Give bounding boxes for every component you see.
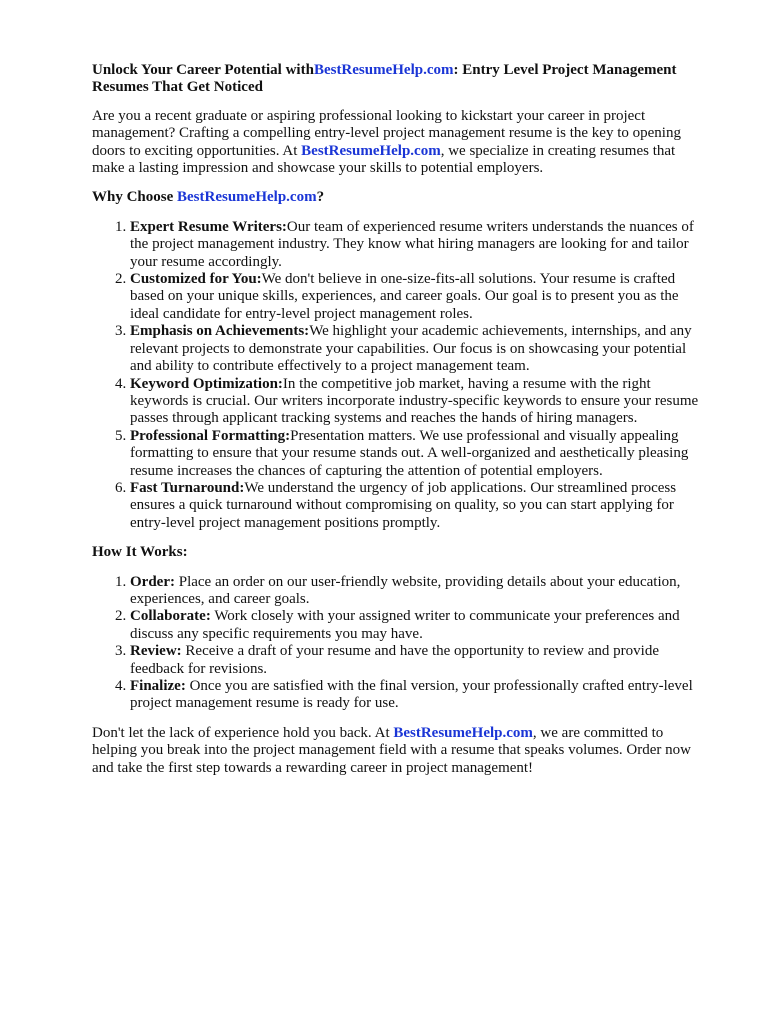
- list-item: [130, 643, 706, 678]
- list-item: [130, 480, 706, 532]
- list-item-text: We understand the urgency of job applications. Our streamlined process ensures a quick turnaround without compromising on quality, so you can start applying for entry-level project management positions promptly.: [130, 479, 677, 531]
- how-it-works-list: [92, 574, 706, 713]
- list-item: [130, 574, 706, 609]
- list-item-text: We highlight your academic achievements, internships, and any relevant projects to demonstrate your capabilities. Our focus is on showcasing your potential and ability to contribute effectively to a project management team.: [130, 323, 692, 375]
- why-heading-link[interactable]: BestResumeHelp.com: [177, 189, 317, 206]
- list-item-text: Place an order on our user-friendly website, providing details about your education, experiences, and career goals.: [130, 573, 681, 607]
- list-item: [130, 271, 706, 323]
- list-item: [130, 219, 706, 271]
- intro-text-after: , we specialize in creating resumes that make a lasting impression and showcase your skills to potential employers.: [92, 142, 676, 177]
- list-item-text: Receive a draft of your resume and have the opportunity to review and provide feedback for revisions.: [130, 643, 659, 677]
- title-link[interactable]: BestResumeHelp.com: [313, 62, 454, 78]
- list-item-text: We don't believe in one-size-fits-all solutions. Your resume is crafted based on your unique skills, experiences, and career goals. Our goal is to present you as the ideal candidate for entry-level project management roles.: [130, 271, 679, 322]
- closing-paragraph: [92, 725, 706, 777]
- list-item-term: Emphasis on Achievements:: [130, 323, 310, 340]
- list-item-text: Presentation matters. We use professional and visually appealing formatting to ensure that your resume stands out. A well-organized and aesthetically pleasing resume increases the chances of capturing the attention of potential employers.: [130, 427, 689, 479]
- list-item-text: In the competitive job market, having a resume with the right keywords is crucial. Our writers incorporate industry-specific keywords to ensure your resume passes through applicant tracking systems and reaches the hands of hiring managers.: [130, 375, 699, 427]
- intro-paragraph: [92, 108, 706, 178]
- list-item-term: Expert Resume Writers:: [130, 218, 287, 235]
- list-item-text: Work closely with your assigned writer to communicate your preferences and discuss any specific requirements you may have.: [130, 608, 680, 642]
- list-item: [130, 428, 706, 480]
- list-item-term: Customized for You:: [130, 271, 262, 288]
- list-item-text: Once you are satisfied with the final version, your professionally crafted entry-level project management resume is ready for use.: [130, 678, 693, 712]
- list-item: [130, 323, 706, 375]
- list-item-term: Finalize:: [130, 678, 186, 694]
- intro-text-before: Are you a recent graduate or aspiring professional looking to kickstart your career in project management? Crafting a compelling entry-level project management resume is the key to opening doors to exciting opportunities. At: [92, 107, 681, 159]
- list-item-term: Order:: [130, 573, 175, 590]
- why-heading-suffix: ?: [316, 189, 325, 206]
- why-heading-prefix: Why Choose: [92, 189, 178, 206]
- list-item: [130, 678, 706, 713]
- why-choose-heading: [92, 189, 706, 206]
- closing-link[interactable]: BestResumeHelp.com: [393, 724, 533, 741]
- list-item-term: Fast Turnaround:: [130, 479, 245, 496]
- why-choose-list: [92, 219, 706, 532]
- how-it-works-heading: How It Works:: [92, 544, 188, 561]
- list-item-term: Keyword Optimization:: [130, 375, 283, 392]
- list-item: [130, 376, 706, 428]
- closing-text-after: , we are committed to helping you break into the project management field with a resume that speaks volumes. Order now and take the first step towards a rewarding career in project management!: [92, 724, 691, 776]
- intro-link[interactable]: BestResumeHelp.com: [301, 142, 441, 159]
- page-title: [92, 62, 706, 97]
- title-suffix: : Entry Level Project Management Resumes That Get Noticed: [92, 62, 677, 96]
- list-item-term: Professional Formatting:: [130, 427, 291, 444]
- list-item-term: Collaborate:: [130, 608, 211, 625]
- list-item-text: Our team of experienced resume writers understands the nuances of the project management industry. They know what hiring managers are looking for and tailor your resume accordingly.: [130, 218, 694, 270]
- list-item: [130, 608, 706, 643]
- title-prefix: Unlock Your Career Potential with: [92, 62, 314, 78]
- list-item-term: Review:: [130, 643, 182, 660]
- closing-text-before: Don't let the lack of experience hold you back. At: [92, 724, 394, 741]
